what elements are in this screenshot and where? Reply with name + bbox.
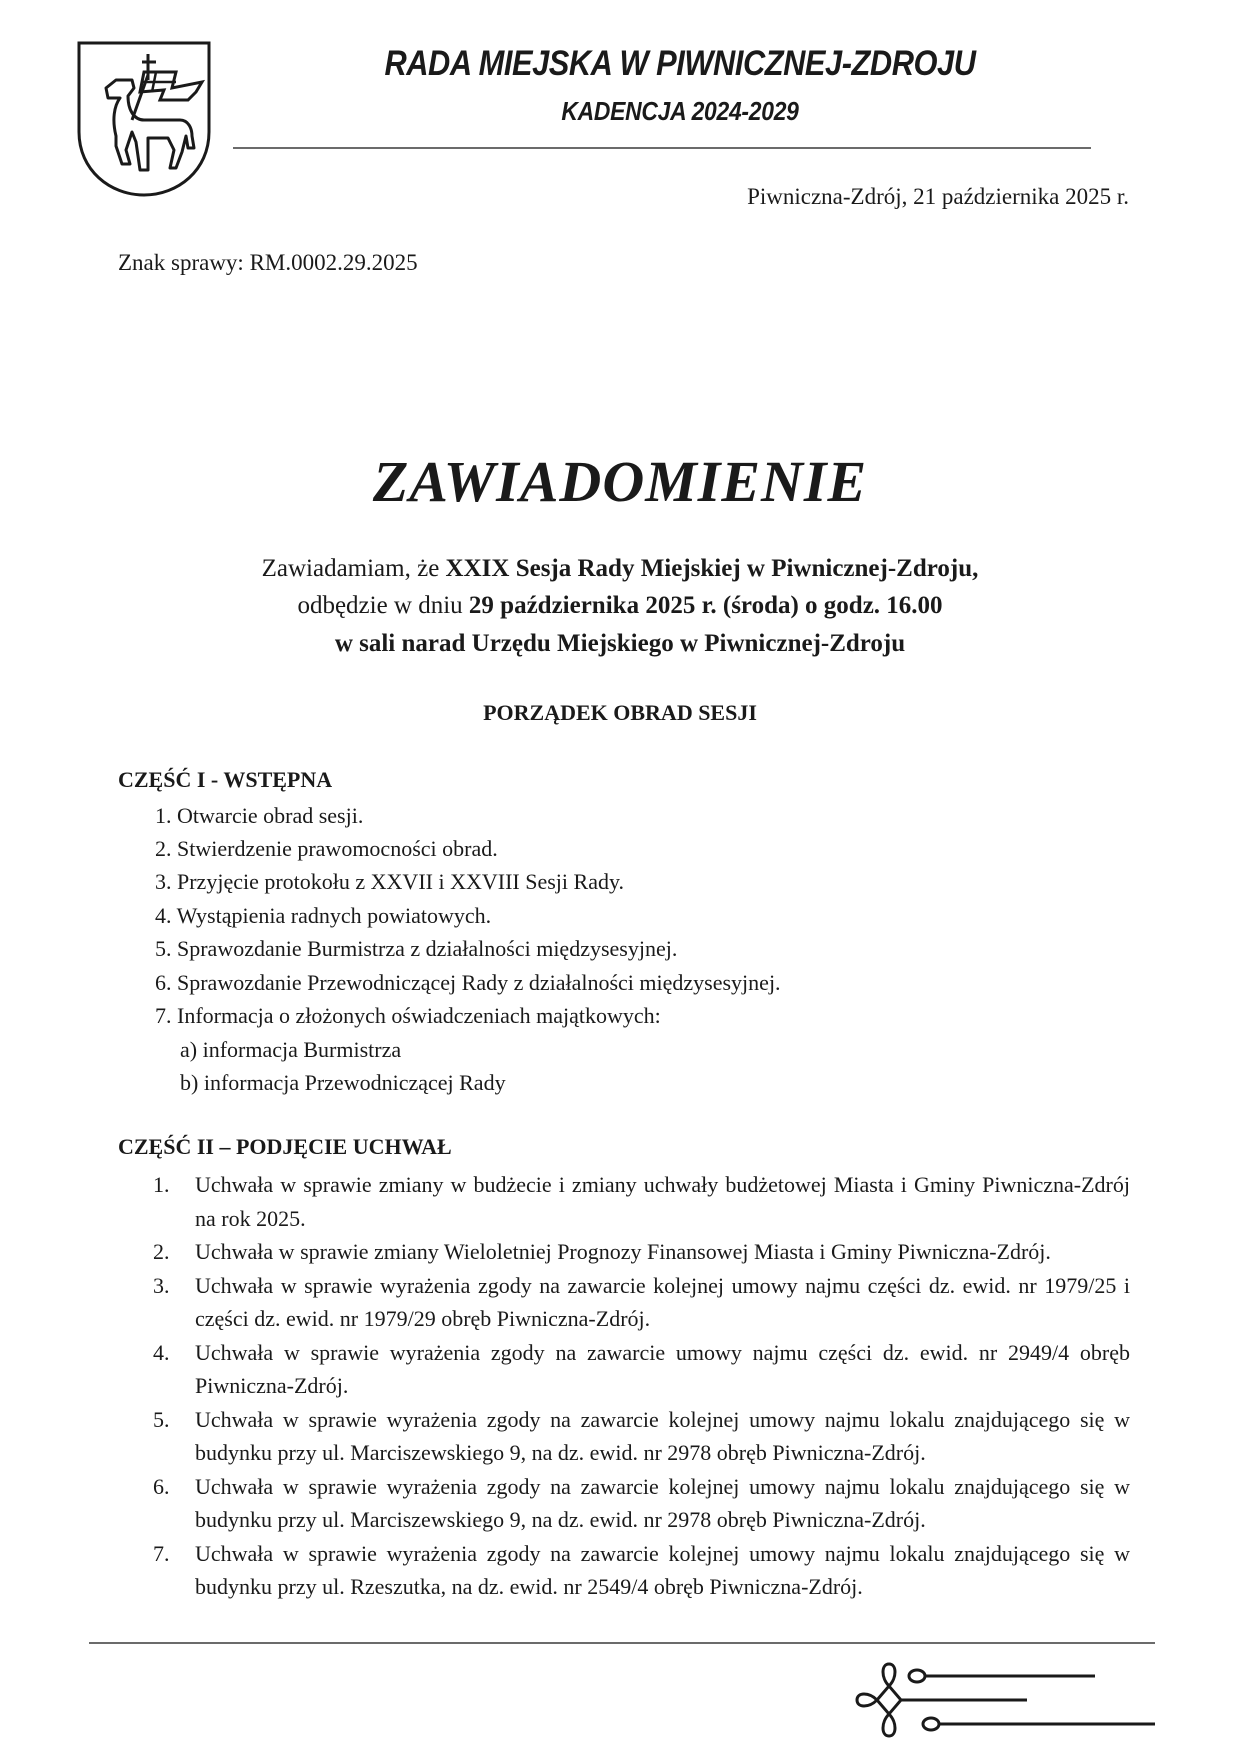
agenda-item: 6. Sprawozdanie Przewodniczącej Rady z działalności międzysesyjnej. (155, 970, 781, 995)
resolution-number: 2. (153, 1239, 170, 1264)
resolution-number: 6. (153, 1473, 170, 1499)
resolution-number: 5. (153, 1406, 170, 1432)
resolution-text: Uchwała w sprawie wyrażenia zgody na zawarcie umowy najmu części dz. ewid. nr 2949/4 obręb Piwniczna-Zdrój. (195, 1339, 1130, 1398)
resolution-text: Uchwała w sprawie wyrażenia zgody na zawarcie kolejnej umowy najmu lokalu znajdującego się w budynku przy ul. Rzeszutka, na dz. ewid. nr 2549/4 obręb Piwniczna-Zdrój. (195, 1540, 1130, 1599)
agenda-item: 3. Przyjęcie protokołu z XXVII i XXVIII Sesji Rady. (155, 869, 625, 894)
resolution-text: Uchwała w sprawie zmiany Wieloletniej Prognozy Finansowej Miasta i Gminy Piwniczna-Zdrój. (195, 1239, 1051, 1264)
resolution-text: Uchwała w sprawie wyrażenia zgody na zawarcie kolejnej umowy najmu lokalu znajdującego się w budynku przy ul. Marciszewskiego 9, na dz. ewid. nr 2978 obręb Piwniczna-Zdrój. (195, 1406, 1130, 1465)
agenda-item: 1. Otwarcie obrad sesji. (155, 803, 364, 828)
header-divider (233, 147, 1091, 149)
resolution-text: Uchwała w sprawie wyrażenia zgody na zawarcie kolejnej umowy najmu lokalu znajdującego się w budynku przy ul. Marciszewskiego 9, na dz. ewid. nr 2978 obręb Piwniczna-Zdrój. (195, 1473, 1130, 1532)
intro-line-1-plain: Zawiadamiam, że (261, 555, 446, 582)
agenda-title: PORZĄDEK OBRAD SESJI (483, 700, 757, 725)
part1-heading: CZĘŚĆ I - WSTĘPNA (118, 767, 333, 792)
decorative-knot-ornament-icon (855, 1660, 1155, 1740)
place-and-date: Piwniczna-Zdrój, 21 października 2025 r. (747, 184, 1129, 209)
resolution-item (150, 1537, 1130, 1604)
resolution-item (150, 1269, 1130, 1336)
agenda-item: 2. Stwierdzenie prawomocności obrad. (155, 836, 498, 861)
resolution-item (150, 1470, 1130, 1537)
resolution-number: 4. (153, 1339, 170, 1365)
agenda-subitem: a) informacja Burmistrza (180, 1037, 402, 1062)
case-reference: Znak sprawy: RM.0002.29.2025 (118, 250, 418, 275)
resolutions-list (150, 1168, 1130, 1604)
session-date-time: 29 października 2025 r. (środa) o godz. 16.00 (468, 592, 943, 619)
resolution-text: Uchwała w sprawie zmiany w budżecie i zmiany uchwały budżetowej Miasta i Gminy Piwniczna-Zdrój na rok 2025. (195, 1172, 1130, 1231)
resolution-item (150, 1235, 1130, 1269)
resolution-item (150, 1403, 1130, 1470)
resolution-number: 3. (153, 1272, 170, 1298)
intro-line-2 (0, 592, 1240, 620)
agenda-item: 4. Wystąpienia radnych powiatowych. (155, 903, 492, 928)
term-of-office: KADENCJA 2024-2029 (561, 96, 799, 126)
session-name: XXIX Sesja Rady Miejskiej w Piwnicznej-Zdroju, (445, 555, 979, 582)
coat-of-arms-icon (76, 40, 212, 198)
agenda-item: 5. Sprawozdanie Burmistrza z działalności międzysesyjnej. (155, 936, 678, 961)
organization-name: RADA MIEJSKA W PIWNICZNEJ-ZDROJU (384, 44, 976, 83)
session-venue: w sali narad Urzędu Miejskiego w Piwnicznej-Zdroju (334, 630, 906, 657)
resolution-item (150, 1168, 1130, 1235)
resolution-item (150, 1336, 1130, 1403)
part2-heading: CZĘŚĆ II – PODJĘCIE UCHWAŁ (118, 1134, 452, 1159)
document-title: ZAWIADOMIENIE (372, 449, 868, 514)
intro-line-3 (0, 630, 1240, 658)
resolution-text: Uchwała w sprawie wyrażenia zgody na zawarcie kolejnej umowy najmu części dz. ewid. nr 1979/25 i części dz. ewid. nr 1979/29 obręb Piwniczna-Zdrój. (195, 1272, 1130, 1331)
intro-line-1 (0, 555, 1240, 583)
agenda-subitem: b) informacja Przewodniczącej Rady (180, 1070, 506, 1095)
footer-divider (89, 1642, 1155, 1644)
resolution-number: 1. (153, 1172, 170, 1197)
agenda-item: 7. Informacja o złożonych oświadczeniach majątkowych: (155, 1003, 661, 1028)
resolution-number: 7. (153, 1540, 170, 1566)
intro-line-2-plain: odbędzie w dniu (297, 592, 469, 619)
